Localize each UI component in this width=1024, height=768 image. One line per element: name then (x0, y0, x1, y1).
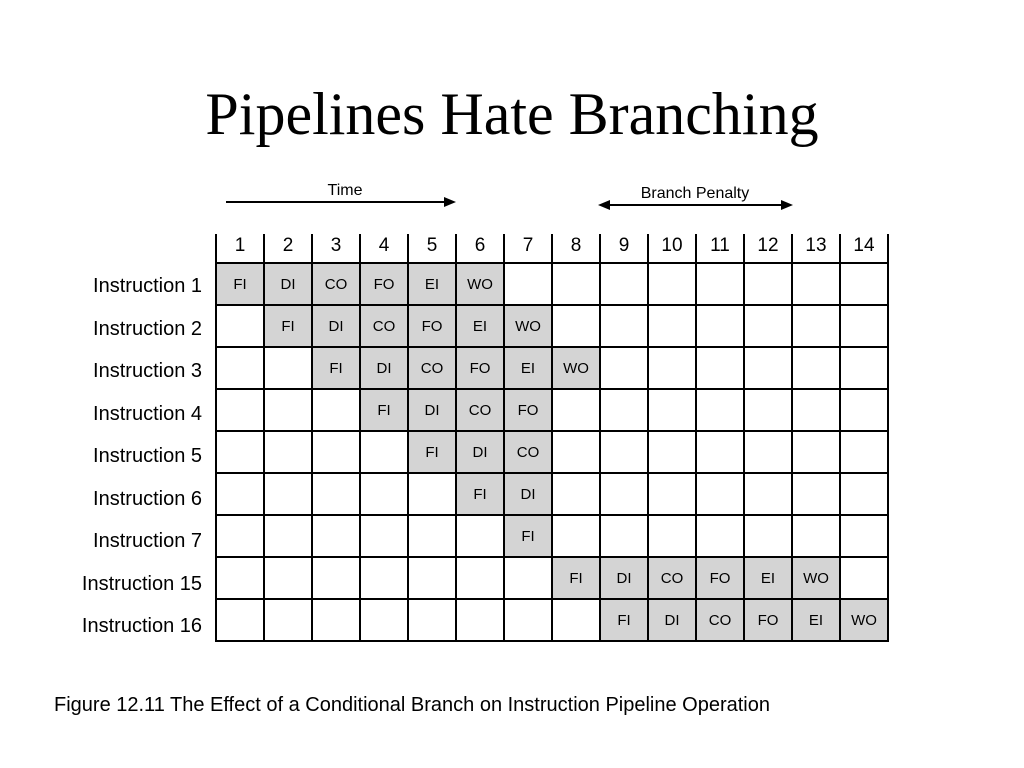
stage-cell: FO (504, 389, 552, 431)
instruction-row (216, 599, 888, 641)
empty-cell (312, 599, 360, 641)
empty-cell (600, 515, 648, 557)
cycle-number: 6 (456, 234, 504, 263)
empty-cell (792, 389, 840, 431)
stage-cell: FO (744, 599, 792, 641)
stage-cell: DI (360, 347, 408, 389)
stage-cell: FI (264, 305, 312, 347)
stage-cell: WO (792, 557, 840, 599)
stage-cell: FI (456, 473, 504, 515)
stage-cell: FO (696, 557, 744, 599)
empty-cell (744, 473, 792, 515)
empty-cell (216, 473, 264, 515)
empty-cell (216, 515, 264, 557)
empty-cell (744, 305, 792, 347)
empty-cell (840, 515, 888, 557)
empty-cell (504, 263, 552, 305)
figure-caption: Figure 12.11 The Effect of a Conditional Branch on Instruction Pipeline Operation (54, 694, 770, 716)
stage-cell: CO (648, 557, 696, 599)
empty-cell (552, 389, 600, 431)
empty-cell (216, 305, 264, 347)
stage-cell: CO (312, 263, 360, 305)
stage-cell: CO (504, 431, 552, 473)
empty-cell (840, 305, 888, 347)
empty-cell (216, 557, 264, 599)
empty-cell (744, 431, 792, 473)
instruction-row (216, 431, 888, 473)
empty-cell (456, 515, 504, 557)
stage-cell: FI (360, 389, 408, 431)
empty-cell (696, 473, 744, 515)
stage-cell: FI (504, 515, 552, 557)
empty-cell (600, 305, 648, 347)
empty-cell (456, 599, 504, 641)
empty-cell (792, 515, 840, 557)
instruction-label: Instruction 3 (93, 360, 202, 382)
empty-cell (360, 515, 408, 557)
cycle-number: 9 (600, 234, 648, 263)
stage-cell: FI (552, 557, 600, 599)
empty-cell (216, 389, 264, 431)
instruction-label: Instruction 15 (81, 572, 202, 595)
cycle-number: 10 (648, 234, 696, 263)
empty-cell (840, 389, 888, 431)
empty-cell (312, 515, 360, 557)
empty-cell (744, 263, 792, 305)
instruction-label: Instruction 1 (93, 275, 202, 297)
empty-cell (504, 557, 552, 599)
time-label: Time (327, 182, 363, 199)
empty-cell (264, 389, 312, 431)
empty-cell (648, 515, 696, 557)
empty-cell (552, 263, 600, 305)
empty-cell (408, 515, 456, 557)
empty-cell (696, 515, 744, 557)
empty-cell (408, 599, 456, 641)
instruction-label: Instruction 4 (93, 402, 202, 425)
empty-cell (408, 473, 456, 515)
stage-cell: EI (792, 599, 840, 641)
empty-cell (552, 473, 600, 515)
empty-cell (840, 347, 888, 389)
empty-cell (696, 305, 744, 347)
empty-cell (696, 347, 744, 389)
empty-cell (840, 557, 888, 599)
empty-cell (312, 389, 360, 431)
empty-cell (312, 431, 360, 473)
pipeline-timing-table (215, 234, 889, 642)
empty-cell (408, 557, 456, 599)
instruction-row (216, 347, 888, 389)
cycle-number: 3 (312, 234, 360, 263)
instruction-label: Instruction 16 (81, 615, 202, 637)
empty-cell (648, 473, 696, 515)
branch-penalty-label: Branch Penalty (640, 185, 750, 202)
stage-cell: DI (600, 557, 648, 599)
empty-cell (216, 431, 264, 473)
empty-cell (792, 305, 840, 347)
stage-cell: FI (312, 347, 360, 389)
cycle-number: 5 (408, 234, 456, 263)
stage-cell: EI (744, 557, 792, 599)
stage-cell: DI (312, 305, 360, 347)
empty-cell (600, 431, 648, 473)
empty-cell (552, 599, 600, 641)
empty-cell (792, 473, 840, 515)
empty-cell (456, 557, 504, 599)
instruction-row (216, 515, 888, 557)
cycle-number: 2 (264, 234, 312, 263)
stage-cell: FO (456, 347, 504, 389)
empty-cell (264, 599, 312, 641)
instruction-row (216, 263, 888, 305)
empty-cell (360, 599, 408, 641)
stage-cell: DI (264, 263, 312, 305)
empty-cell (792, 263, 840, 305)
empty-cell (600, 389, 648, 431)
stage-cell: WO (840, 599, 888, 641)
stage-cell: DI (504, 473, 552, 515)
empty-cell (504, 599, 552, 641)
stage-cell: EI (456, 305, 504, 347)
cycle-number: 11 (696, 234, 744, 263)
empty-cell (264, 557, 312, 599)
empty-cell (552, 431, 600, 473)
stage-cell: EI (408, 263, 456, 305)
stage-cell: WO (504, 305, 552, 347)
empty-cell (600, 473, 648, 515)
cycle-number: 8 (552, 234, 600, 263)
instruction-label: Instruction 6 (93, 487, 202, 510)
stage-cell: CO (456, 389, 504, 431)
empty-cell (744, 515, 792, 557)
empty-cell (648, 389, 696, 431)
stage-cell: DI (456, 431, 504, 473)
stage-cell: FI (408, 431, 456, 473)
empty-cell (696, 431, 744, 473)
empty-cell (600, 263, 648, 305)
empty-cell (744, 389, 792, 431)
empty-cell (264, 473, 312, 515)
empty-cell (216, 599, 264, 641)
instruction-row (216, 305, 888, 347)
stage-cell: WO (552, 347, 600, 389)
empty-cell (840, 263, 888, 305)
empty-cell (312, 473, 360, 515)
empty-cell (792, 347, 840, 389)
empty-cell (312, 557, 360, 599)
stage-cell: CO (408, 347, 456, 389)
stage-cell: FO (408, 305, 456, 347)
cycle-number: 7 (504, 234, 552, 263)
cycle-number: 4 (360, 234, 408, 263)
stage-cell: CO (360, 305, 408, 347)
empty-cell (360, 473, 408, 515)
empty-cell (360, 431, 408, 473)
instruction-row (216, 557, 888, 599)
empty-cell (264, 347, 312, 389)
empty-cell (696, 389, 744, 431)
instruction-row (216, 473, 888, 515)
cycle-number: 1 (216, 234, 264, 263)
stage-cell: FI (600, 599, 648, 641)
empty-cell (744, 347, 792, 389)
empty-cell (792, 431, 840, 473)
empty-cell (840, 473, 888, 515)
empty-cell (264, 431, 312, 473)
empty-cell (648, 431, 696, 473)
stage-cell: DI (408, 389, 456, 431)
empty-cell (648, 347, 696, 389)
instruction-label: Instruction 5 (93, 445, 202, 467)
empty-cell (552, 515, 600, 557)
stage-cell: DI (648, 599, 696, 641)
cycle-number: 13 (792, 234, 840, 263)
stage-cell: WO (456, 263, 504, 305)
cycle-header-row (216, 234, 888, 263)
stage-cell: FI (216, 263, 264, 305)
cycle-number: 14 (840, 234, 888, 263)
empty-cell (600, 347, 648, 389)
instruction-labels (40, 266, 202, 649)
empty-cell (840, 431, 888, 473)
empty-cell (696, 263, 744, 305)
stage-cell: EI (504, 347, 552, 389)
instruction-label: Instruction 7 (93, 530, 202, 552)
stage-cell: CO (696, 599, 744, 641)
empty-cell (360, 557, 408, 599)
empty-cell (648, 305, 696, 347)
cycle-number: 12 (744, 234, 792, 263)
empty-cell (648, 263, 696, 305)
empty-cell (552, 305, 600, 347)
empty-cell (264, 515, 312, 557)
instruction-label: Instruction 2 (93, 317, 202, 340)
slide-title: Pipelines Hate Branching (205, 81, 819, 147)
empty-cell (216, 347, 264, 389)
instruction-row (216, 389, 888, 431)
stage-cell: FO (360, 263, 408, 305)
